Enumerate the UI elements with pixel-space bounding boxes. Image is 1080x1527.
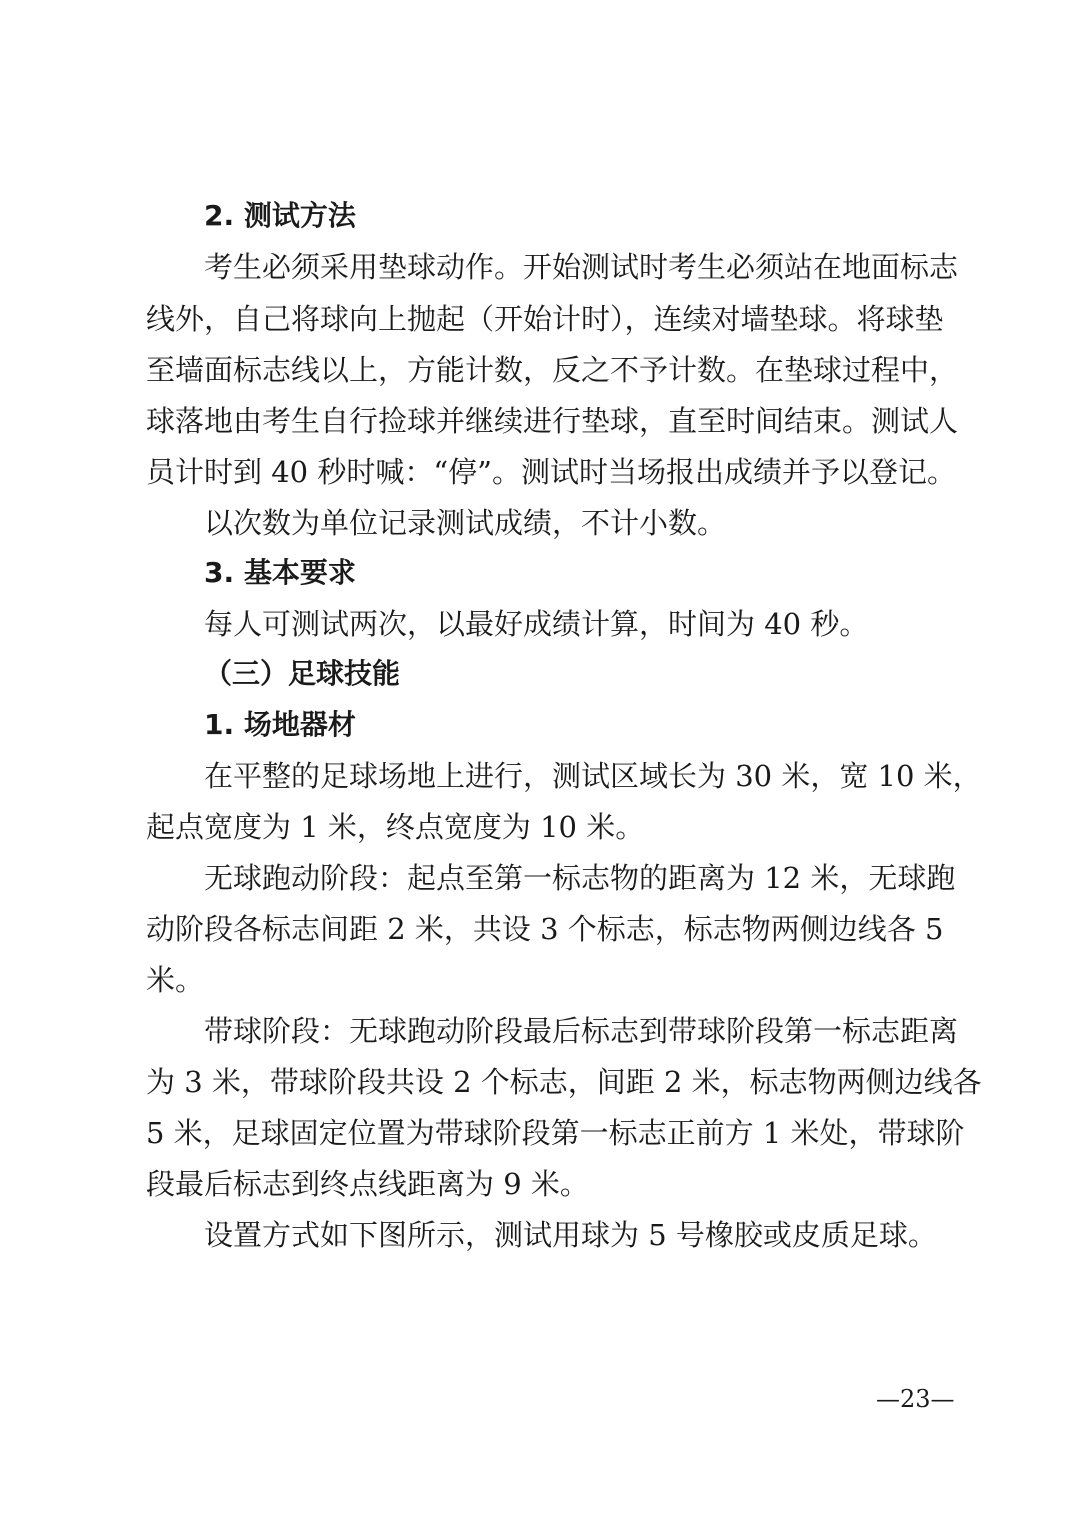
- heading-football-skills: （三）足球技能: [204, 657, 401, 690]
- text-line: 在平整的足球场地上进行，测试区域长为 30 米，宽 10 米，: [204, 759, 982, 793]
- text-line: 米。: [146, 963, 205, 997]
- heading-basic-requirements: 3. 基本要求: [204, 556, 356, 589]
- text-line: 员计时到 40 秒时喊：“停”。测试时当场报出成绩并予以登记。: [146, 455, 956, 489]
- text-line: 设置方式如下图所示，测试用球为 5 号橡胶或皮质足球。: [204, 1218, 937, 1252]
- text-line: 起点宽度为 1 米，终点宽度为 10 米。: [146, 810, 645, 844]
- text-line: 至墙面标志线以上，方能计数，反之不予计数。在垫球过程中，: [146, 353, 959, 387]
- text-line: 段最后标志到终点线距离为 9 米。: [146, 1167, 589, 1201]
- text-line: 无球跑动阶段：起点至第一标志物的距离为 12 米，无球跑: [204, 861, 956, 895]
- text-line: 动阶段各标志间距 2 米，共设 3 个标志，标志物两侧边线各 5: [146, 912, 944, 946]
- text-line: 每人可测试两次，以最好成绩计算，时间为 40 秒。: [204, 607, 869, 641]
- text-line: 球落地由考生自行捡球并继续进行垫球，直至时间结束。测试人: [146, 404, 959, 438]
- text-line: 带球阶段：无球跑动阶段最后标志到带球阶段第一标志距离: [204, 1014, 959, 1048]
- page-number: —23—: [876, 1385, 955, 1413]
- text-line: 为 3 米，带球阶段共设 2 个标志，间距 2 米，标志物两侧边线各: [146, 1065, 982, 1099]
- heading-venue-equipment: 1. 场地器材: [204, 708, 356, 741]
- text-line: 考生必须采用垫球动作。开始测试时考生必须站在地面标志: [204, 250, 959, 284]
- heading-test-method: 2. 测试方法: [204, 199, 356, 232]
- text-line: 5 米，足球固定位置为带球阶段第一标志正前方 1 米处，带球阶: [146, 1116, 965, 1150]
- text-line: 以次数为单位记录测试成绩，不计小数。: [204, 506, 727, 540]
- text-line: 线外，自己将球向上抛起（开始计时），连续对墙垫球。将球垫: [146, 302, 944, 336]
